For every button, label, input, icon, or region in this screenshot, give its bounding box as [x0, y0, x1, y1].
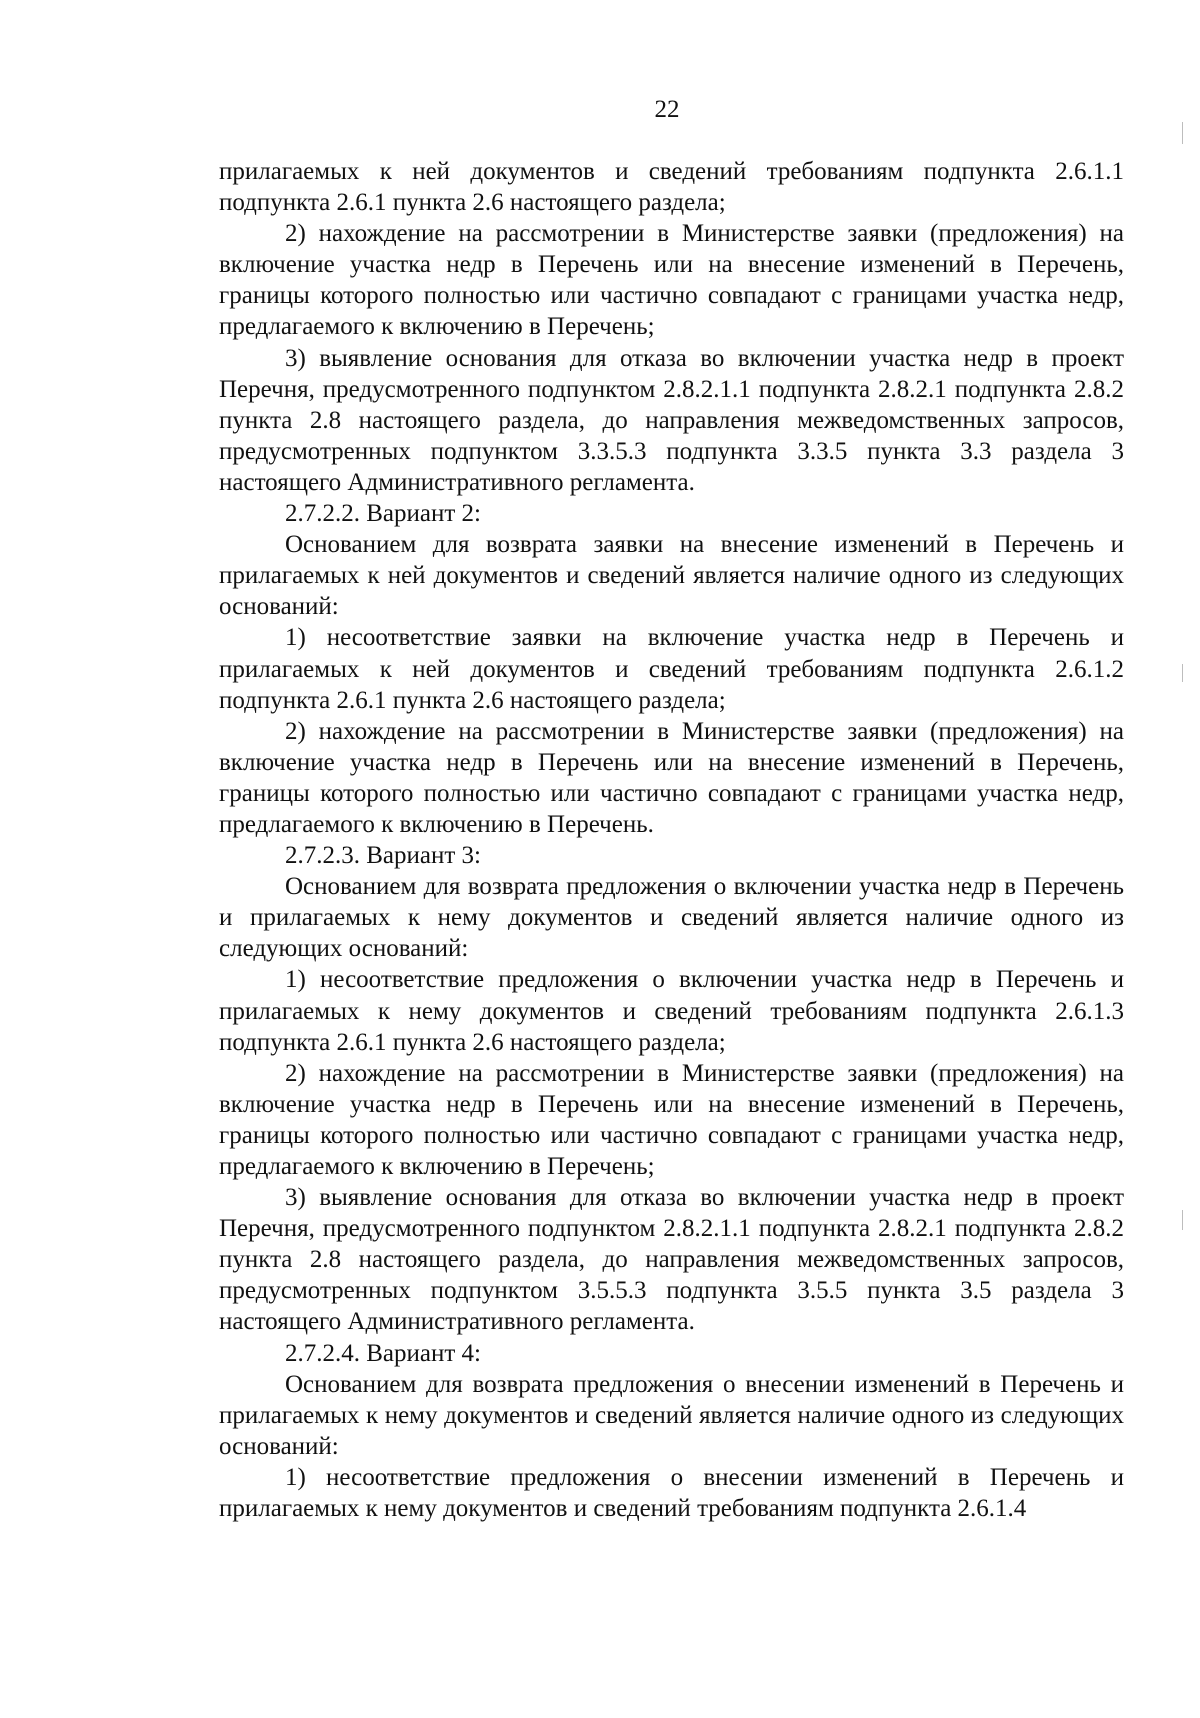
- section-heading-variant-3: 2.7.2.3. Вариант 3:: [285, 842, 481, 870]
- section-heading-variant-2: 2.7.2.2. Вариант 2:: [285, 500, 481, 528]
- paragraph-14: Основанием для возврата предложения о внесении изменений в Перечень и прилагаемых к нему документов и сведений является наличие одного из следующих оснований:: [219, 1370, 1124, 1460]
- paragraph-9: Основанием для возврата предложения о включении участка недр в Перечень и прилагаемых к нему документов и сведений является наличие одного из следующих оснований:: [219, 873, 1124, 963]
- paragraph-10: 1) несоответствие предложения о включении участка недр в Перечень и прилагаемых к нему документов и сведений требованиям подпункта 2.6.1.3 подпункта 2.6.1 пункта 2.6 настоящего раздела;: [219, 966, 1124, 1056]
- paragraph-11: 2) нахождение на рассмотрении в Министерстве заявки (предложения) на включение участка недр в Перечень или на внесение изменений в Перечень, границы которого полностью или частично совпадают с границами участка недр, предлагаемого к включению в Перечень;: [219, 1059, 1124, 1180]
- paragraph-7: 2) нахождение на рассмотрении в Министерстве заявки (предложения) на включение участка недр в Перечень или на внесение изменений в Перечень, границы которого полностью или частично совпадают с границами участка недр, предлагаемого к включению в Перечень.: [219, 717, 1124, 838]
- page-number: 22: [654, 96, 680, 123]
- paragraph-5: Основанием для возврата заявки на внесение изменений в Перечень и прилагаемых к ней документов и сведений является наличие одного из следующих оснований:: [219, 531, 1124, 621]
- scan-artifact-mark: [1182, 664, 1183, 682]
- scan-artifact-mark: [1182, 1210, 1183, 1230]
- paragraph-3: 3) выявление основания для отказа во включении участка недр в проект Перечня, предусмотренного подпунктом 2.8.2.1.1 подпункта 2.8.2.1 подпункта 2.8.2 пункта 2.8 настоящего раздела, до направления межведомственных запросов, предусмотренных подпунктом 3.3.5.3 подпункта 3.3.5 пункта 3.3 раздела 3 настоящего Административного регламента.: [219, 344, 1124, 496]
- paragraph-6: 1) несоответствие заявки на включение участка недр в Перечень и прилагаемых к ней документов и сведений требованиям подпункта 2.6.1.2 подпункта 2.6.1 пункта 2.6 настоящего раздела;: [219, 624, 1124, 714]
- section-heading-variant-4: 2.7.2.4. Вариант 4:: [285, 1339, 481, 1367]
- paragraph-2: 2) нахождение на рассмотрении в Министерстве заявки (предложения) на включение участка недр в Перечень или на внесение изменений в Перечень, границы которого полностью или частично совпадают с границами участка недр, предлагаемого к включению в Перечень;: [219, 220, 1124, 341]
- document-body: [219, 156, 1124, 1524]
- paragraph-1: прилагаемых к ней документов и сведений требованиям подпункта 2.6.1.1 подпункта 2.6.1 пункта 2.6 настоящего раздела;: [219, 158, 1124, 217]
- scan-artifact-mark: [1182, 122, 1183, 144]
- paragraph-12: 3) выявление основания для отказа во включении участка недр в проект Перечня, предусмотренного подпунктом 2.8.2.1.1 подпункта 2.8.2.1 подпункта 2.8.2 пункта 2.8 настоящего раздела, до направления межведомственных запросов, предусмотренных подпунктом 3.5.5.3 подпункта 3.5.5 пункта 3.5 раздела 3 настоящего Административного регламента.: [219, 1184, 1124, 1336]
- paragraph-15: 1) несоответствие предложения о внесении изменений в Перечень и прилагаемых к нему документов и сведений требованиям подпункта 2.6.1.4: [219, 1463, 1124, 1523]
